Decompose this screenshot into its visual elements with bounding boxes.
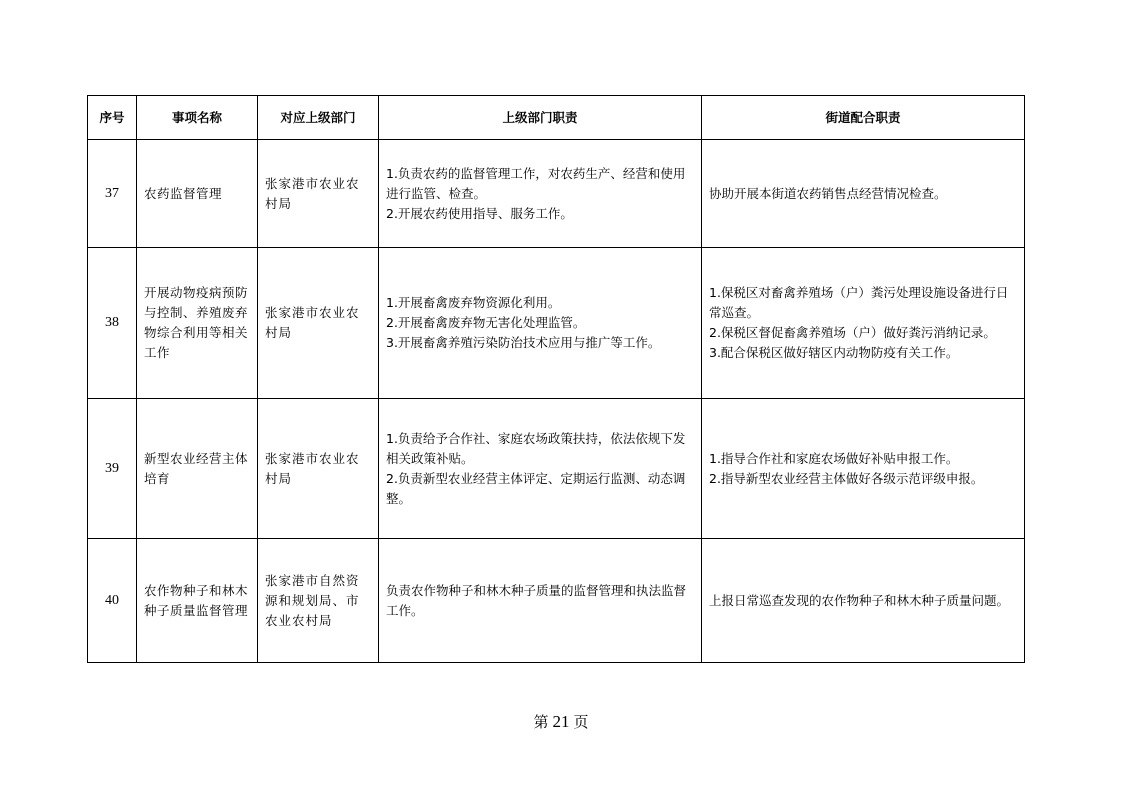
duty-line: 1.指导合作社和家庭农场做好补贴申报工作。 — [709, 450, 959, 466]
duty-line: 协助开展本街道农药销售点经营情况检查。 — [709, 185, 947, 201]
duty-line: 1.负责农药的监督管理工作，对农药生产、经营和使用进行监管、检查。 — [386, 165, 686, 201]
duty-table — [87, 95, 1025, 663]
row-upper-dept: 张家港市自然资源和规划局、市农业农村局 — [258, 539, 379, 663]
header-street-duties: 街道配合职责 — [702, 96, 1025, 140]
duty-line: 1.开展畜禽废弃物资源化利用。 — [386, 295, 561, 310]
row-upper-duties — [379, 399, 702, 539]
row-street-duties — [702, 248, 1025, 399]
row-upper-duties — [379, 248, 702, 399]
header-item-name: 事项名称 — [137, 96, 258, 140]
table-row — [88, 140, 1025, 248]
row-upper-dept: 张家港市农业农村局 — [258, 248, 379, 399]
row-seq: 37 — [88, 140, 137, 248]
duty-line: 2.负责新型农业经营主体评定、定期运行监测、动态调整。 — [386, 470, 686, 506]
duty-line: 2.指导新型农业经营主体做好各级示范评级申报。 — [709, 470, 984, 486]
row-street-duties — [702, 539, 1025, 663]
header-upper-dept: 对应上级部门 — [258, 96, 379, 140]
row-upper-duties — [379, 140, 702, 248]
duty-line: 2.开展畜禽废弃物无害化处理监管。 — [386, 315, 586, 330]
header-row — [88, 96, 1025, 140]
row-seq: 38 — [88, 248, 137, 399]
row-upper-dept: 张家港市农业农村局 — [258, 140, 379, 248]
duty-line: 3.配合保税区做好辖区内动物防疫有关工作。 — [709, 345, 959, 360]
duty-line: 上报日常巡查发现的农作物种子和林木种子质量问题。 — [709, 592, 1010, 608]
page-suffix: 页 — [573, 713, 589, 731]
header-upper-duties: 上级部门职责 — [379, 96, 702, 140]
row-upper-duties — [379, 539, 702, 663]
duty-line: 2.开展农药使用指导、服务工作。 — [386, 205, 573, 221]
duty-line: 2.保税区督促畜禽养殖场（户）做好粪污消纳记录。 — [709, 325, 996, 340]
header-seq: 序号 — [88, 96, 137, 140]
table-row — [88, 399, 1025, 539]
row-seq: 39 — [88, 399, 137, 539]
row-item-name: 新型农业经营主体培育 — [137, 399, 258, 539]
duty-line: 1.保税区对畜禽养殖场（户）粪污处理设施设备进行日常巡查。 — [709, 285, 1009, 320]
duty-line: 1.负责给予合作社、家庭农场政策扶持，依法依规下发相关政策补贴。 — [386, 430, 686, 466]
page-number — [0, 711, 1122, 732]
table-row — [88, 539, 1025, 663]
row-item-name: 农药监督管理 — [137, 140, 258, 248]
row-item-name: 农作物种子和林木种子质量监督管理 — [137, 539, 258, 663]
table-row — [88, 248, 1025, 399]
row-street-duties — [702, 140, 1025, 248]
duty-line: 3.开展畜禽养殖污染防治技术应用与推广等工作。 — [386, 335, 661, 350]
duty-line: 负责农作物种子和林木种子质量的监督管理和执法监督工作。 — [386, 582, 687, 618]
row-street-duties — [702, 399, 1025, 539]
page-number-value: 21 — [552, 712, 570, 731]
row-upper-dept: 张家港市农业农村局 — [258, 399, 379, 539]
page-prefix: 第 — [533, 713, 549, 731]
row-item-name: 开展动物疫病预防与控制、养殖废弃物综合利用等相关工作 — [137, 248, 258, 399]
row-seq: 40 — [88, 539, 137, 663]
